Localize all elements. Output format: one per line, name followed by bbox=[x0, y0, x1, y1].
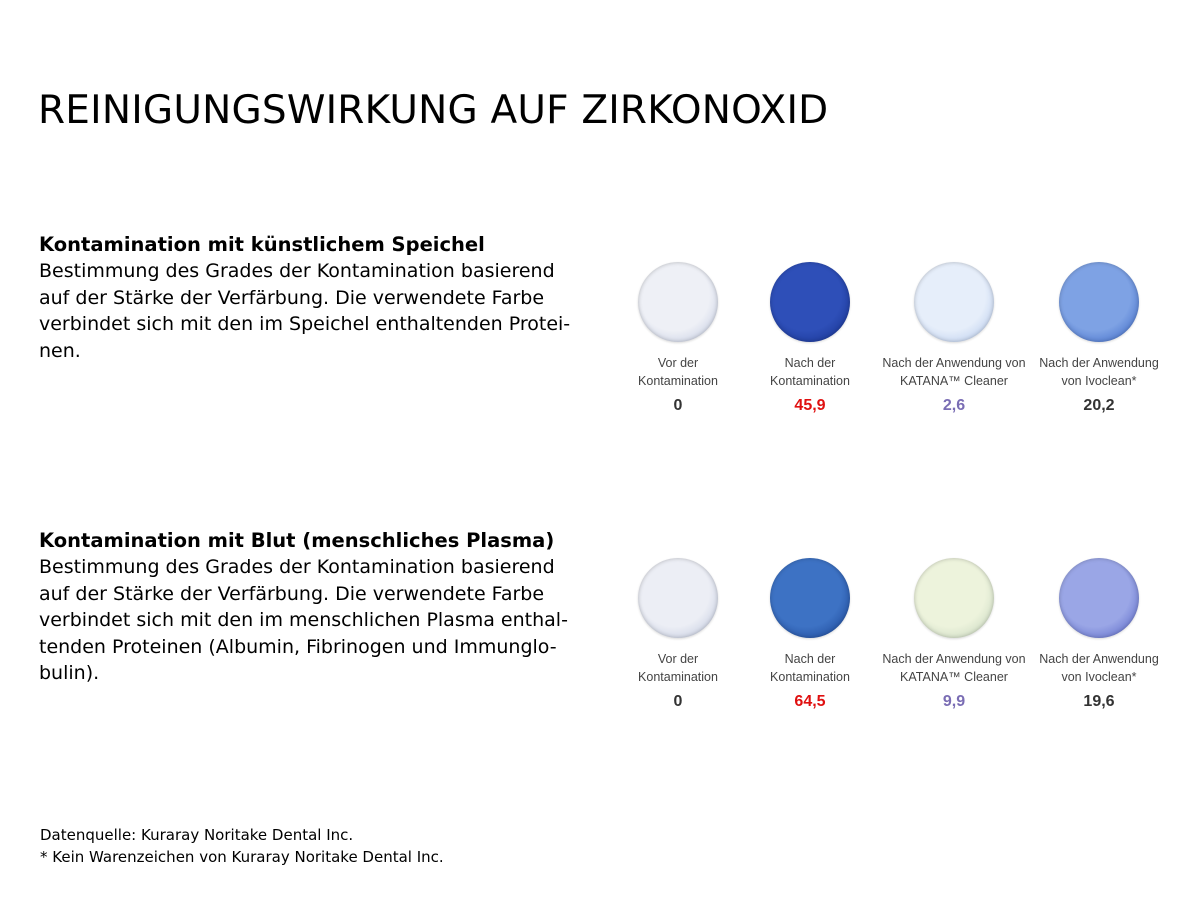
section-blood-plasma bbox=[0, 528, 1200, 728]
zirconia-disc-image bbox=[1059, 558, 1139, 638]
footnote-trademark: * Kein Warenzeichen von Kuraray Noritake Dental Inc. bbox=[40, 848, 444, 866]
section-text bbox=[39, 232, 629, 364]
label-line: KATANA™ Cleaner bbox=[900, 670, 1008, 684]
section-saliva bbox=[0, 232, 1200, 432]
zirconia-disc-image bbox=[914, 558, 994, 638]
sample-value: 64,5 bbox=[794, 693, 826, 710]
zirconia-disc-image bbox=[770, 262, 850, 342]
label-line: Vor der bbox=[657, 356, 699, 370]
sample-after-ivoclean bbox=[1024, 262, 1174, 416]
section-body bbox=[39, 554, 629, 687]
footnotes bbox=[40, 824, 444, 868]
section-body bbox=[39, 258, 629, 364]
label-line: von Ivoclean* bbox=[1061, 670, 1137, 684]
label-line: Nach der bbox=[784, 652, 836, 666]
footnote-data-source: Datenquelle: Kuraray Noritake Dental Inc. bbox=[40, 826, 354, 844]
page-title: REINIGUNGSWIRKUNG AUF ZIRKONOXID bbox=[38, 88, 829, 133]
zirconia-disc-image bbox=[638, 262, 718, 342]
sample-after-ivoclean bbox=[1024, 558, 1174, 712]
label-line: KATANA™ Cleaner bbox=[900, 374, 1008, 388]
body-line: auf der Stärke der Verfärbung. Die verwendete Farbe bbox=[39, 582, 545, 605]
label-line: Nach der Anwendung bbox=[1039, 356, 1159, 370]
label-line: Nach der Anwendung bbox=[1039, 652, 1159, 666]
sample-label bbox=[603, 354, 753, 390]
sample-before-contamination bbox=[603, 262, 753, 416]
label-line: Kontamination bbox=[638, 374, 718, 388]
sample-label bbox=[879, 354, 1029, 390]
label-line: Kontamination bbox=[638, 670, 718, 684]
zirconia-disc-image bbox=[770, 558, 850, 638]
body-line: Bestimmung des Grades der Kontamination basierend bbox=[39, 260, 555, 282]
section-heading: Kontamination mit Blut (menschliches Plasma) bbox=[39, 529, 555, 552]
sample-after-katana-cleaner bbox=[879, 262, 1029, 416]
sample-value: 20,2 bbox=[1083, 397, 1115, 414]
zirconia-disc-image bbox=[914, 262, 994, 342]
sample-label bbox=[735, 354, 885, 390]
label-line: Kontamination bbox=[770, 374, 850, 388]
body-line: nen. bbox=[39, 339, 81, 362]
body-line: verbindet sich mit den im menschlichen Plasma enthal- bbox=[39, 609, 568, 631]
body-line: bulin). bbox=[39, 662, 100, 684]
section-text bbox=[39, 528, 629, 687]
sample-label bbox=[1024, 650, 1174, 686]
sample-after-contamination bbox=[735, 262, 885, 416]
sample-value: 9,9 bbox=[942, 693, 966, 710]
label-line: Nach der Anwendung von bbox=[882, 356, 1026, 370]
sample-label bbox=[1024, 354, 1174, 390]
zirconia-disc-image bbox=[638, 558, 718, 638]
label-line: Nach der Anwendung von bbox=[882, 652, 1026, 666]
sample-label bbox=[603, 650, 753, 686]
sample-after-contamination bbox=[735, 558, 885, 712]
body-line: verbindet sich mit den im Speichel enthaltenden Protei- bbox=[39, 313, 571, 335]
sample-before-contamination bbox=[603, 558, 753, 712]
sample-value: 2,6 bbox=[942, 397, 966, 414]
label-line: von Ivoclean* bbox=[1061, 374, 1137, 388]
label-line: Vor der bbox=[657, 652, 699, 666]
sample-value: 19,6 bbox=[1083, 693, 1115, 710]
sample-value: 45,9 bbox=[794, 397, 826, 414]
sample-after-katana-cleaner bbox=[879, 558, 1029, 712]
sample-value: 0 bbox=[673, 397, 683, 414]
sample-label bbox=[879, 650, 1029, 686]
body-line: auf der Stärke der Verfärbung. Die verwendete Farbe bbox=[39, 286, 545, 309]
sample-value: 0 bbox=[673, 693, 683, 710]
label-line: Kontamination bbox=[770, 670, 850, 684]
section-heading: Kontamination mit künstlichem Speichel bbox=[39, 233, 485, 256]
zirconia-disc-image bbox=[1059, 262, 1139, 342]
body-line: tenden Proteinen (Albumin, Fibrinogen und Immunglo- bbox=[39, 635, 557, 658]
sample-label bbox=[735, 650, 885, 686]
body-line: Bestimmung des Grades der Kontamination basierend bbox=[39, 556, 555, 578]
label-line: Nach der bbox=[784, 356, 836, 370]
